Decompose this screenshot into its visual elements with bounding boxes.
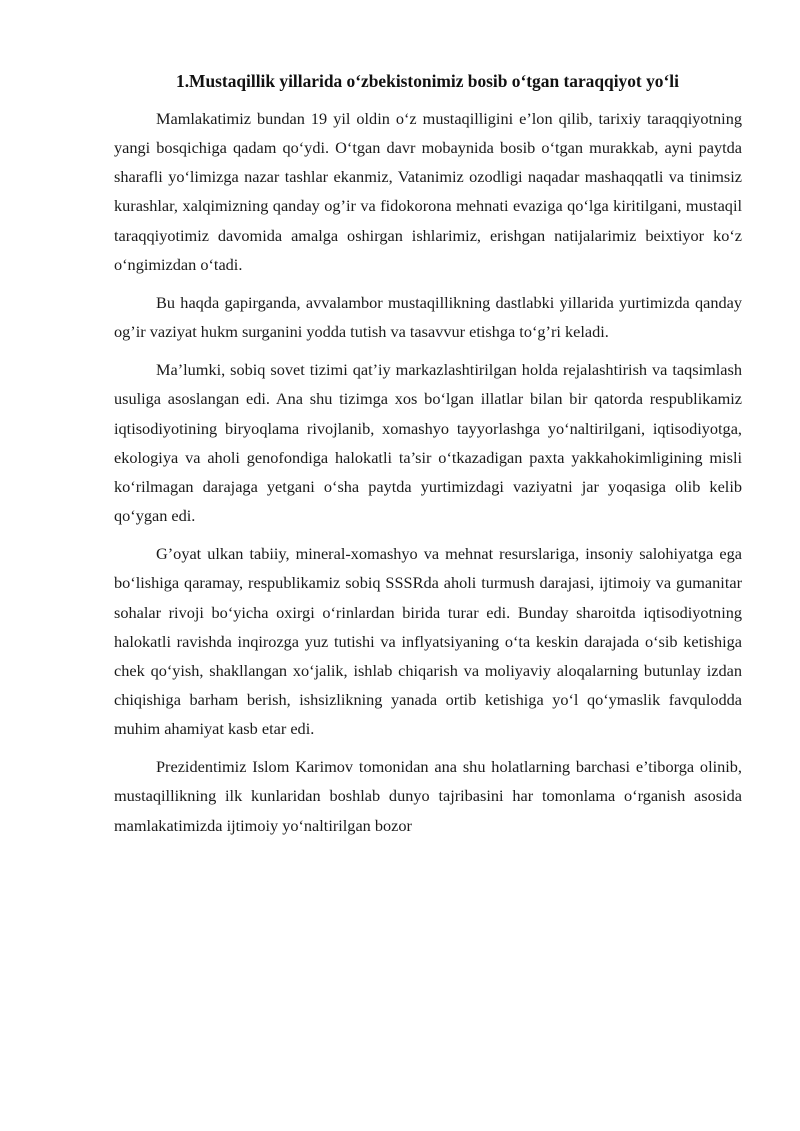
document-page — [114, 68, 742, 840]
paragraph-4: G’oyat ulkan tabiiy, mineral-xomashyo va mehnat resurslariga, insoniy salohiyatga ega bo‘lishiga qaramay, respublikamiz sobiq SSSRda aholi turmush darajasi, ijtimoiy va gumanitar sohalar rivoji bo‘yicha oxirgi o‘rinlardan birida turar edi. Bunday sharoitda iqtisodiyotning halokatli ravishda inqirozga yuz tutishi va inflyatsiyaning o‘ta keskin darajada o‘sib ketishiga chek qo‘yish, shakllangan xo‘jalik, ishlab chiqarish va moliyaviy aloqalarning butunlay izdan chiqishiga barham berish, ishsizlikning yanada ortib ketishiga yo‘l qo‘ymaslik favqulodda muhim ahamiyat kasb etar edi. — [114, 544, 742, 739]
paragraph-5: Prezidentimiz Islom Karimov tomonidan ana shu holatlarning barchasi e’tiborga olinib, mustaqillikning ilk kunlaridan boshlab dunyo tajribasini har tomonlama o‘rganish asosida mamlakatimizda ijtimoiy yo‘naltirilgan bozor — [114, 757, 742, 835]
paragraph-2: Bu haqda gapirganda, avvalambor mustaqillikning dastlabki yillarida yurtimizda qanday og’ir vaziyat hukm surganini yodda tutish va tasavvur etishga to‘g’ri keladi. — [114, 292, 742, 342]
paragraph-1: Mamlakatimiz bundan 19 yil oldin o‘z mustaqilligini e’lon qilib, tarixiy taraqqiyotning yangi bosqichiga qadam qo‘ydi. O‘tgan davr mobaynida bosib o‘tgan murakkab, ayni paytda sharafli yo‘limizga nazar tashlar ekanmiz, Vatanimiz ozodligi naqadar mashaqqatli va tinimsiz kurashlar, xalqimizning qanday og’ir va fidokorona mehnati evaziga qo‘lga kiritilgani, mustaqil taraqqiyotimiz davomida amalga oshirgan ishlarimiz, erishgan natijalarimiz beixtiyor ko‘z o‘ngimizdan o‘tadi. — [114, 109, 742, 274]
paragraph-3: Ma’lumki, sobiq sovet tizimi qat’iy markazlashtirilgan holda rejalashtirish va taqsimlash usuliga asoslangan edi. Ana shu tizimga xos bo‘lgan illatlar bilan bir qatorda respublikamiz iqtisodiyotining biryoqlama rivojlanib, xomashyo tayyorlashga yo‘naltirilgani, iqtisodiyotga, ekologiya va aholi genofondiga halokatli ta’sir o‘tkazadigan paxta yakkahokimligining misli ko‘rilmagan darajaga yetgani o‘sha paytda yurtimizdagi vaziyatni jar yoqasiga olib kelib qo‘ygan edi. — [114, 360, 742, 526]
section-title: 1.Mustaqillik yillarida o‘zbekistonimiz bosib o‘tgan taraqqiyot yo‘li — [176, 71, 679, 91]
